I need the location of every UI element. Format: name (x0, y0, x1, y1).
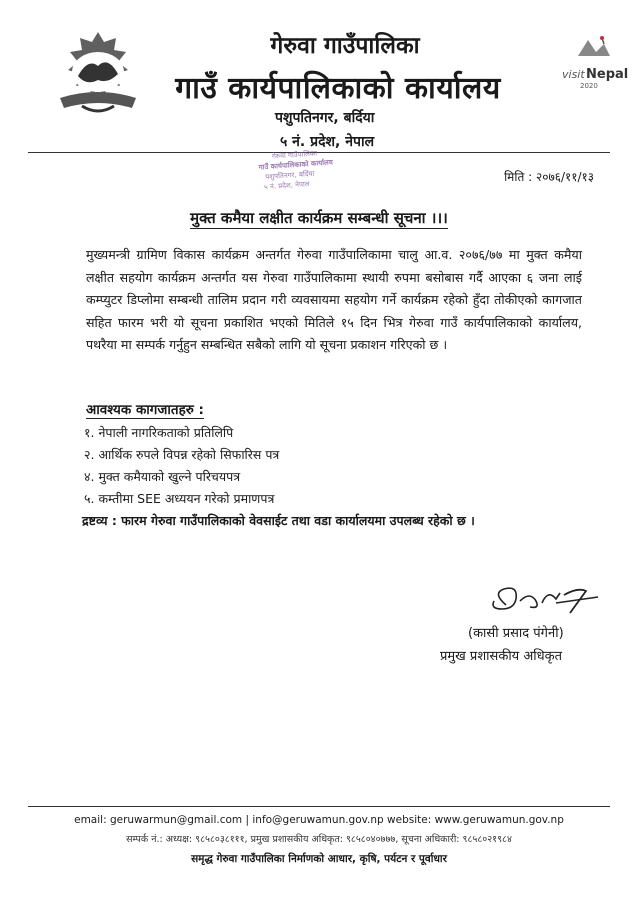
footer-contact-phone: सम्पर्क नं.: अध्यक्ष: ९८५८०३८१११, प्रमुख प्रशासकीय अधिकृत: ९८५८०४०७७७, सूचना अधिकारी: ९८५८०२१९८४ (126, 834, 512, 845)
office-name: गेरुवा गाउँपालिका (270, 33, 420, 59)
notice-subject (0, 208, 638, 228)
svg-text:गाउँ कार्यपालिकाको कार्यालय: गाउँ कार्यपालिकाको कार्यालय (258, 158, 334, 172)
document-item: ४. मुक्त कमैयाको खुल्ने परिचयपत्र (84, 469, 241, 484)
footer-contact-email: email: geruwarmun@gmail.com | info@geruwamun.gov.np website: www.geruwamun.gov.np (74, 814, 564, 826)
address-line-2: ५ नं. प्रदेश, नेपाल (280, 134, 375, 150)
signatory-name: (कासी प्रसाद पंगेनी) (468, 626, 564, 641)
notice-date: मिति : २०७६/११/१३ (504, 170, 594, 184)
subject-text: मुक्त कमैया लक्षीत कार्यक्रम सम्बन्धी सूचना ।।। (190, 209, 448, 227)
visit-nepal-logo (558, 34, 628, 104)
document-item: १. नेपाली नागरिकताको प्रतिलिपि (84, 425, 234, 440)
footer-slogan: समृद्ध गेरुवा गाउँपालिका निर्माणको आधार, कृषि, पर्यटन र पूर्वाधार (191, 853, 447, 865)
documents-title (86, 400, 204, 418)
svg-text:visit: visit (562, 68, 585, 81)
office-title: गाउँ कार्यपालिकाको कार्यालय (175, 71, 501, 106)
svg-text:५ नं. प्रदेश, नेपाल: ५ नं. प्रदेश, नेपाल (263, 180, 310, 192)
government-emblem-logo (52, 28, 144, 118)
svg-text:2020: 2020 (580, 82, 598, 90)
documents-title-text: आवश्यक कागजातहरु : (86, 402, 204, 418)
signatory-post: प्रमुख प्रशासकीय अधिकृत (440, 649, 563, 664)
address-line-1: पशुपतिनगर, बर्दिया (275, 110, 375, 126)
document-item: २. आर्थिक रुपले विपन्न रहेको सिफारिस पत्र (84, 447, 280, 462)
handwritten-signature (486, 583, 604, 617)
svg-text:गेरुवा गाउँपालिका: गेरुवा गाउँपालिका (271, 149, 318, 161)
note-text: द्रष्टव्य : फारम गेरुवा गाउँपालिकाको वेवसाईट तथा वडा कार्यालयमा उपलब्ध रहेको छ । (82, 513, 475, 528)
svg-text:पशुपतिनगर, बर्दिया: पशुपतिनगर, बर्दिया (265, 169, 315, 182)
office-stamp (255, 148, 365, 192)
document-item: ५. कम्तीमा SEE अध्ययन गरेको प्रमाणपत्र (84, 491, 275, 506)
svg-text:Nepal: Nepal (586, 67, 628, 82)
notice-body: मुख्यमन्त्री ग्रामिण विकास कार्यक्रम अन्तर्गत गेरुवा गाउँपालिकामा चालु आ.व. २०७६/७७ मा मुक्त कमैया लक्षीत सहयोग कार्यक्रम अन्तर्गत यस गेरुवा गाउँपालिकामा स्थायी रुपमा बसोबास गर्दै आएका ६ जना लाई कम्प्युटर डिप्लोमा सम्बन्धी तालिम प्रदान गरी व्यवसायमा सहयोग गर्ने कार्यक्रम रहेको हुँदा तोकीएको कागजात सहित फारम भरी यो सूचना प्रकाशित भएको मितिले १५ दिन भित्र गेरुवा गाउँ कार्यपालिकाको कार्यालय, पथरैया मा सम्पर्क गर्नुहुन सम्बन्धित सबैको लागि यो सूचना प्रकाशन गरिएको छ । (86, 247, 582, 352)
footer-divider (28, 806, 610, 807)
